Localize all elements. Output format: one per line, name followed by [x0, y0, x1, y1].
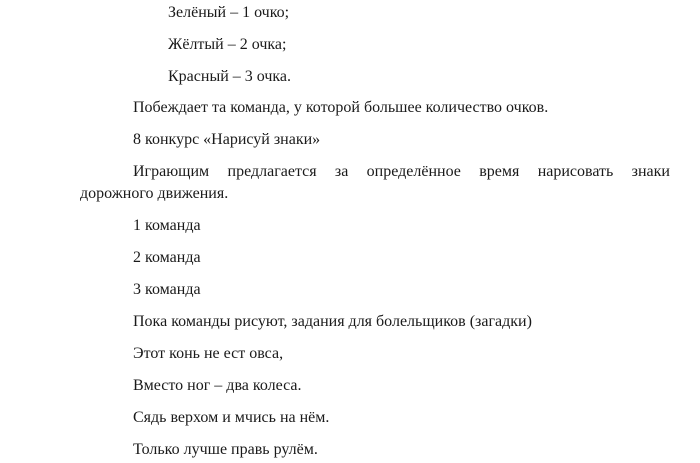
riddle-line-4: Только лучше правь рулём.	[133, 441, 318, 458]
team-2: 2 команда	[133, 249, 201, 266]
riddle-line-3: Сядь верхом и мчись на нём.	[133, 409, 330, 426]
score-green: Зелёный – 1 очко;	[168, 4, 290, 21]
riddle-line-1: Этот конь не ест овса,	[133, 345, 284, 362]
riddle-line-2: Вместо ног – два колеса.	[133, 377, 302, 394]
contest-description-line2: дорожного движения.	[80, 185, 229, 202]
team-3: 3 команда	[133, 281, 201, 298]
team-1: 1 команда	[133, 217, 201, 234]
contest-description	[80, 161, 670, 205]
winner-rule: Побеждает та команда, у которой большее количество очков.	[133, 99, 549, 116]
contest-description-line1: Играющим предлагается за определённое время нарисовать знаки	[133, 163, 670, 180]
contest-title: 8 конкурс «Нарисуй знаки»	[133, 131, 321, 148]
score-red: Красный – 3 очка.	[168, 68, 292, 85]
fans-intro: Пока команды рисуют, задания для болельщиков (загадки)	[133, 313, 532, 330]
score-yellow: Жёлтый – 2 очка;	[168, 36, 287, 53]
